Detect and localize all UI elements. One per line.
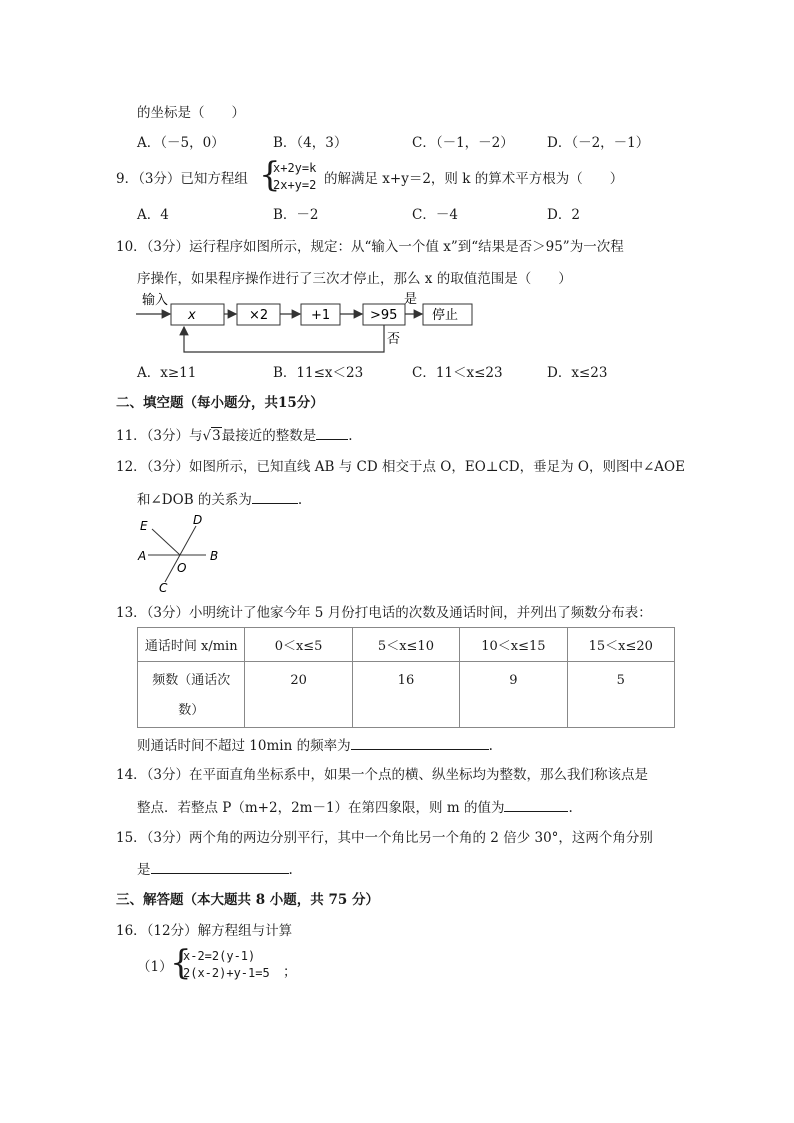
question-15-end: .: [288, 862, 293, 878]
table-row: [138, 662, 675, 728]
flow-yes-label: 是: [404, 292, 418, 307]
point-label-e: E: [140, 519, 148, 533]
answer-blank[interactable]: [252, 490, 298, 504]
q8-option-a: A．（－5，0）: [137, 135, 225, 151]
flow-box-stop-label: 停止: [432, 308, 459, 323]
equation-brace: {: [259, 155, 281, 195]
row-label-line-2: 数）: [178, 703, 205, 718]
table-header-cell: 0＜x≤5: [245, 628, 352, 662]
q9-option-d: D．2: [547, 207, 580, 223]
q10-option-a: A．x≥11: [137, 365, 197, 381]
table-cell: 16: [352, 662, 459, 728]
question-16-line-1: 16．（12分）解方程组与计算: [116, 923, 293, 939]
flow-box-x-label: x: [188, 308, 196, 323]
answer-blank[interactable]: [504, 798, 568, 812]
question-11-suffix: 最接近的整数是: [221, 428, 317, 444]
question-13-after-text: 则通话时间不超过 10min 的频率为: [137, 738, 351, 754]
table-cell: 5: [567, 662, 674, 728]
q16-equation-system: [183, 948, 270, 982]
point-label-a: A: [138, 549, 147, 563]
q8-option-c: C．（－1，－2）: [412, 135, 514, 151]
question-14-end: .: [568, 800, 573, 816]
question-15-line-2-text: 是: [137, 862, 151, 878]
question-11-prefix: 11．（3分）与: [116, 428, 203, 444]
section-2-heading: 二、填空题（每小题分，共15分）: [116, 395, 324, 411]
flow-box-compare-label: >95: [370, 308, 398, 323]
question-8-fragment: 的坐标是（ ）: [137, 105, 245, 121]
question-12-line-2-text: 和∠DOB 的关系为: [137, 492, 252, 508]
q9-option-a: A．4: [137, 207, 169, 223]
question-16-part-label: （1）: [137, 959, 173, 975]
question-11: [116, 426, 353, 445]
q8-option-d: D．（－2，－1）: [547, 135, 650, 151]
point-label-d: D: [193, 513, 203, 527]
q10-option-b: B．11≤x＜23: [273, 365, 364, 381]
q10-option-d: D．x≤23: [547, 365, 608, 381]
q9-equation-1: x+2y=k: [273, 161, 317, 175]
question-15-line-2: [137, 860, 293, 879]
question-12-line-1: 12．（3分）如图所示，已知直线 AB 与 CD 相交于点 O，EO⊥CD，垂足为 O，则图中∠AOE: [116, 459, 685, 475]
q9-option-c: C．－4: [412, 207, 458, 223]
flow-box-x: [171, 304, 224, 325]
question-13-line-1: 13．（3分）小明统计了他家今年 5 月份打电话的次数及通话时间，并列出了频数分布表：: [116, 605, 652, 621]
q8-option-b: B．（4，3）: [273, 135, 348, 151]
answer-blank[interactable]: [316, 426, 348, 440]
table-header-cell: 10＜x≤15: [460, 628, 567, 662]
intersecting-lines-figure: [134, 512, 224, 594]
table-header-cell: 5＜x≤10: [352, 628, 459, 662]
q9-equation-2: 2x+y=2: [273, 178, 317, 192]
flow-box-multiply-label: ×2: [249, 308, 269, 323]
q16-equation-2: 2(x-2)+y-1=5: [183, 966, 270, 980]
answer-blank[interactable]: [151, 860, 289, 874]
question-15-line-1: 15．（3分）两个角的两边分别平行，其中一个角比另一个角的 2 倍少 30°，这两个角分别: [116, 830, 653, 846]
q16-end-mark: ；: [283, 964, 297, 980]
question-9-prefix: 9．（3分）已知方程组: [116, 171, 248, 187]
radicand: 3: [212, 428, 221, 444]
question-13-end: .: [488, 738, 493, 754]
flow-input-label: 输入: [142, 293, 169, 308]
question-11-end: .: [348, 428, 353, 444]
question-10-line-2: 序操作，如果程序操作进行了三次才停止，那么 x 的取值范围是（ ）: [137, 271, 572, 287]
frequency-table: [137, 627, 675, 728]
question-13-after: [137, 736, 493, 755]
table-header-row: [138, 628, 675, 662]
table-row-label: [138, 662, 245, 728]
section-3-heading: 三、解答题（本大题共 8 小题，共 75 分）: [116, 892, 379, 908]
point-label-c: C: [159, 581, 168, 594]
table-cell: 20: [245, 662, 352, 728]
question-14-line-2-text: 整点．若整点 P（m+2，2m－1）在第四象限，则 m 的值为: [137, 800, 505, 816]
q16-equation-1: x-2=2(y-1): [183, 949, 256, 963]
question-14-line-1: 14．（3分）在平面直角坐标系中，如果一个点的横、纵坐标均为整数，那么我们称该点是: [116, 767, 649, 783]
point-label-b: B: [210, 549, 219, 563]
loop-back-arrow: [184, 325, 384, 352]
table-cell: 9: [460, 662, 567, 728]
program-flowchart: [136, 290, 486, 360]
point-label-o: O: [177, 561, 187, 575]
ray-oe: [152, 529, 180, 555]
square-root: √3: [202, 428, 221, 444]
question-12-end: .: [297, 492, 303, 508]
flow-no-label: 否: [387, 332, 401, 347]
q9-option-b: B．－2: [273, 207, 319, 223]
equation-brace: {: [170, 943, 192, 983]
question-10-line-1: 10．（3分）运行程序如图所示，规定：从“输入一个值 x”到“结果是否＞95”为一次程: [116, 239, 624, 255]
question-12-line-2: [137, 490, 302, 509]
q9-equation-system: [273, 160, 316, 194]
table-header-cell: 通话时间 x/min: [138, 628, 245, 662]
flow-box-add-label: +1: [311, 308, 331, 323]
q10-option-c: C．11＜x≤23: [412, 365, 503, 381]
row-label-line-1: 频数（通话次: [152, 673, 231, 688]
question-14-line-2: [137, 798, 573, 817]
question-9-suffix: 的解满足 x+y＝2，则 k 的算术平方根为（ ）: [324, 171, 624, 187]
table-header-cell: 15＜x≤20: [567, 628, 674, 662]
answer-blank[interactable]: [351, 736, 489, 750]
